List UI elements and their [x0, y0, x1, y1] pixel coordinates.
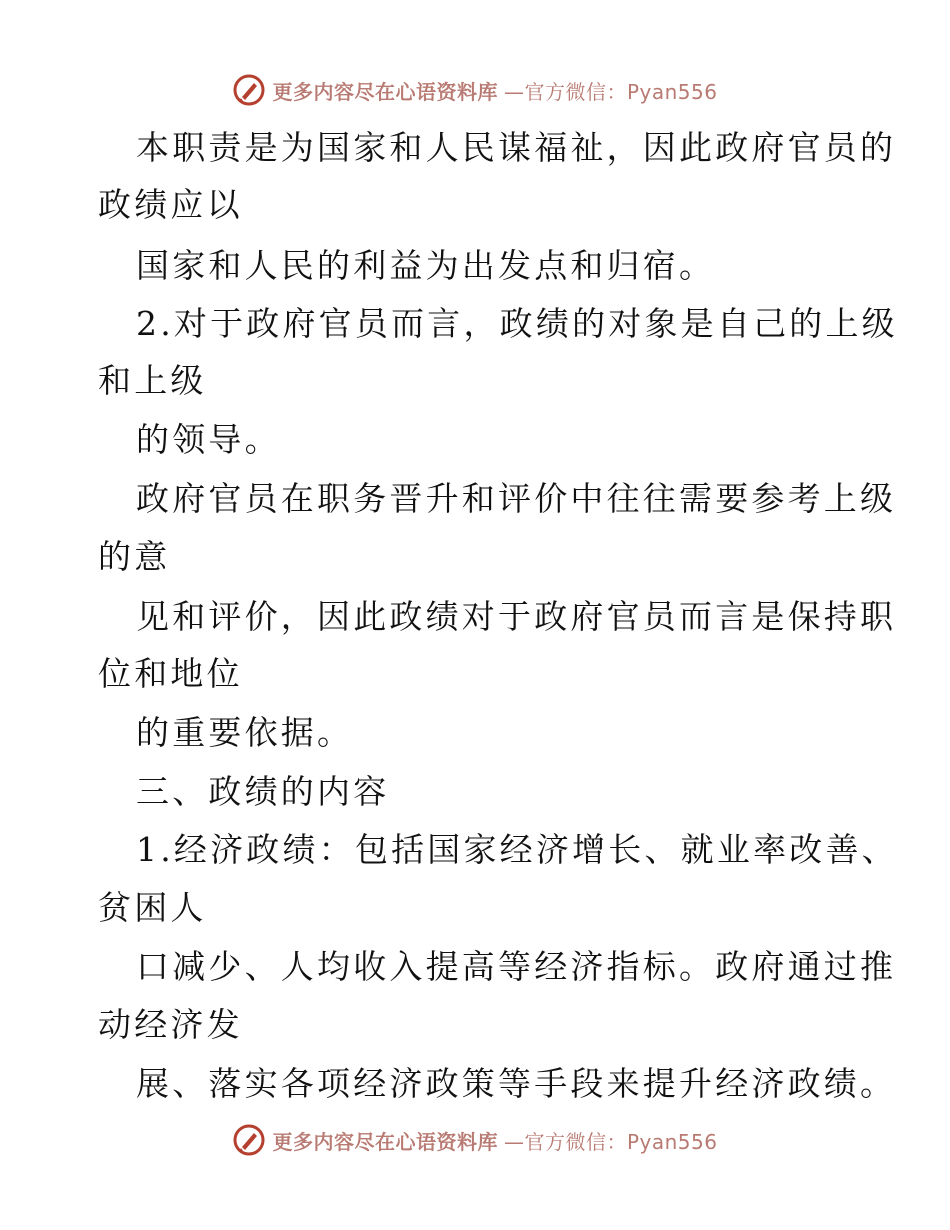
footer-wechat-text: —官方微信：Pyan556 — [503, 1129, 718, 1154]
footer-banner-text: 更多内容尽在心语资料库 — [272, 1129, 498, 1154]
header-wechat-text: —官方微信：Pyan556 — [503, 79, 718, 104]
body-line: 政府官员在职务晋升和评价中往往需要参考上级 — [136, 479, 897, 518]
body-line: 国家和人民的利益为出发点和归宿。 — [136, 246, 716, 285]
body-line: 口减少、人均收入提高等经济指标。政府通过推 — [136, 947, 897, 986]
body-line: 见和评价，因此政绩对于政府官员而言是保持职 — [136, 597, 897, 636]
page-footer-banner — [0, 1120, 950, 1160]
header-banner-text: 更多内容尽在心语资料库 — [272, 79, 498, 104]
body-line: 的领导。 — [136, 420, 281, 459]
body-line: 的重要依据。 — [136, 713, 354, 752]
body-line: 展、落实各项经济政策等手段来提升经济政绩。 — [136, 1064, 897, 1103]
body-line: 1.经济政绩：包括国家经济增长、就业率改善、 — [136, 830, 898, 869]
body-line: 位和地位 — [98, 654, 243, 693]
page-header-banner — [0, 70, 950, 110]
section-heading: 三、政绩的内容 — [136, 772, 390, 811]
body-line: 2.对于政府官员而言，政绩的对象是自己的上级 — [136, 304, 898, 343]
body-line: 和上级 — [98, 361, 207, 400]
pen-logo-icon — [232, 73, 266, 107]
body-line: 的意 — [98, 537, 171, 576]
body-line: 政绩应以 — [98, 185, 243, 224]
body-line: 贫困人 — [98, 888, 207, 927]
body-line: 动经济发 — [98, 1005, 243, 1044]
body-line: 本职责是为国家和人民谋福祉，因此政府官员的 — [136, 128, 897, 167]
pen-logo-icon — [232, 1123, 266, 1157]
